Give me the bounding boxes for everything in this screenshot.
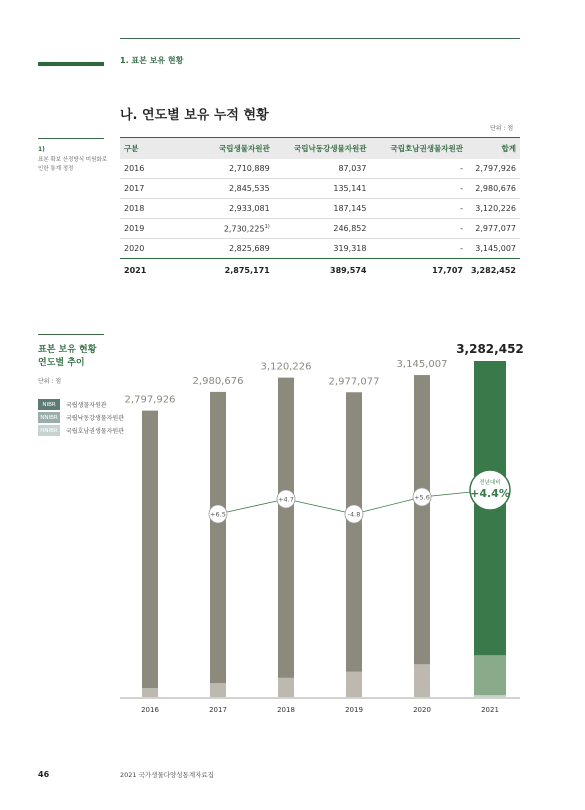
growth-label: +4.7 [278, 495, 294, 504]
page-number: 46 [38, 770, 50, 779]
bar-segment-nnibr [210, 683, 226, 697]
x-tick-label: 2018 [277, 706, 295, 714]
table-cell: 2016 [120, 159, 184, 179]
growth-label: +5.6 [414, 493, 430, 502]
table-cell: 2,933,081 [184, 199, 274, 219]
table-cell: 2020 [120, 239, 184, 259]
table-cell: 319,318 [274, 239, 371, 259]
table-cell: 3,282,452 [467, 259, 520, 282]
growth-label: +4.4% [470, 487, 510, 500]
table-cell: 2021 [120, 259, 184, 282]
bar-total-label: 2,977,077 [328, 376, 380, 388]
table-cell: 2,710,889 [184, 159, 274, 179]
table-cell: 17,707 [370, 259, 466, 282]
legend-swatch: NNIBR [38, 412, 60, 423]
table-cell: 2,845,535 [184, 179, 274, 199]
table-cell: - [370, 219, 466, 239]
bar-segment-nnibr [414, 664, 430, 697]
table-cell: 3,145,007 [467, 239, 520, 259]
table-cell: 135,141 [274, 179, 371, 199]
table-header: 국립호남권생물자원관 [370, 138, 466, 160]
table-cell: 3,120,226 [467, 199, 520, 219]
legend-label: 국립낙동강생물자원관 [66, 415, 124, 422]
x-tick-label: 2019 [345, 706, 363, 714]
chart-unit: 단위 : 점 [38, 378, 62, 385]
bar-segment-nnibr [346, 672, 362, 697]
table-cell: 2,977,077 [467, 219, 520, 239]
page-title: 나. 연도별 보유 누적 현황 [120, 108, 269, 123]
table-cell: 2,875,171 [184, 259, 274, 282]
table-header: 구분 [120, 138, 184, 160]
bar-total-label: 3,282,452 [456, 342, 524, 356]
bar-total-label: 2,797,926 [124, 394, 176, 406]
table-cell: 246,852 [274, 219, 371, 239]
footnote-ref: 1) [264, 223, 270, 230]
bar-segment-nnibr [278, 678, 294, 697]
legend-swatch: HNIBR [38, 425, 60, 436]
legend-swatch: NIBR [38, 399, 60, 410]
table-cell: 2,825,689 [184, 239, 274, 259]
bar-segment-nnibr [142, 688, 158, 697]
footnote-text: 표본 확보 산정방식 미원화로 인한 통계 정정 [38, 157, 108, 172]
table-unit: 단위 : 점 [490, 125, 514, 132]
table-cell: - [370, 239, 466, 259]
footer-text: 2021 국가생물다양성통계자료집 [120, 771, 214, 779]
x-tick-label: 2016 [141, 706, 159, 714]
bar-total-label: 2,980,676 [192, 375, 244, 387]
section-label: 1. 표본 보유 현황 [120, 56, 184, 65]
table-cell: 2019 [120, 219, 184, 239]
legend-label: 국립호남권생물자원관 [66, 428, 124, 435]
footnote-number: 1) [38, 146, 45, 153]
x-tick-label: 2017 [209, 706, 227, 714]
table-header: 합계 [467, 138, 520, 160]
table-cell: - [370, 179, 466, 199]
table-cell: 187,145 [274, 199, 371, 219]
table-cell: - [370, 199, 466, 219]
table-cell: 2,980,676 [467, 179, 520, 199]
table-cell: 2,797,926 [467, 159, 520, 179]
bar-segment-nibr [210, 392, 226, 683]
bar-segment-nibr [142, 411, 158, 688]
bar-segment-hnibr [474, 695, 506, 697]
x-tick-label: 2020 [413, 706, 431, 714]
table-header: 국립낙동강생물자원관 [274, 138, 371, 160]
growth-label: -4.8 [347, 510, 361, 519]
table-cell: 389,574 [274, 259, 371, 282]
table-cell: 87,037 [274, 159, 371, 179]
table-cell: 2018 [120, 199, 184, 219]
bar-segment-nibr [278, 378, 294, 678]
table-header: 국립생물자원관 [184, 138, 274, 160]
table-cell: - [370, 159, 466, 179]
chart-title-line1: 표본 보유 현황 [38, 345, 97, 355]
growth-label: +6.5 [210, 510, 226, 519]
legend-label: 국립생물자원관 [66, 402, 107, 409]
growth-caption: 전년대비 [479, 480, 501, 486]
bar-total-label: 3,145,007 [396, 359, 448, 371]
chart-title-line2: 연도별 추이 [38, 358, 85, 368]
table-cell: 2017 [120, 179, 184, 199]
table-cell-value: 2,730,225 [223, 224, 265, 234]
bar-segment-nnibr [474, 655, 506, 695]
bar-total-label: 3,120,226 [260, 361, 312, 373]
bar-segment-nibr [414, 375, 430, 664]
bar-segment-nibr [346, 392, 362, 671]
x-tick-label: 2021 [481, 706, 499, 714]
